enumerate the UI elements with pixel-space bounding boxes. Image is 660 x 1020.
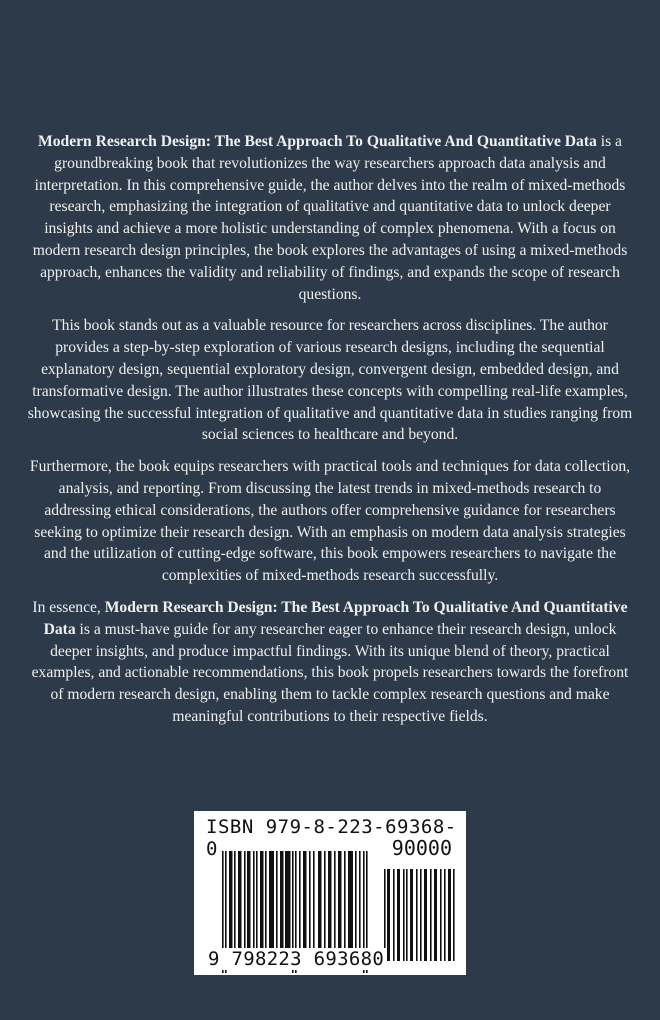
book-title-bold: Modern Research Design: The Best Approach To Qualitative And Quantitative Data [38,133,597,150]
blurb-paragraph-4: In essence, Modern Research Design: The Best Approach To Qualitative And Quantitative Data is a must-have guide for any researcher eager to enhance their research design, unlock deeper insights, and produce impactful findings. With its unique blend of theory, practical examples, and actionable recommendations, this book propels researchers towards the forefront of modern research design, enabling them to tackle complex research questions and make meaningful contributions to their respective fields. [31,598,629,725]
addon-price-code: 90000 [391,836,452,860]
blurb-paragraph-3: Furthermore, the book equips researchers with practical tools and techniques for data collection, analysis, and reporting. From discussing the latest trends in mixed-methods research to addressing ethical considerations, the authors offer comprehensive guidance for researchers seeking to optimize their research design. With an emphasis on modern data analysis strategies and the utilization of cutting-edge software, this book empowers researchers to navigate the complexities of mixed-methods research successfully. [29,458,631,585]
book-title-bold: Modern Research Design: The Best Approach To Qualitative And Quantitative Data [43,598,628,638]
blurb-paragraph-2: This book stands out as a valuable resource for researchers across disciplines. The author provides a step-by-step exploration of various research designs, including the sequential explanatory design, sequential exploratory design, convergent design, embedded design, and transformative design. The author illustrates these concepts with compelling real-life examples, showcasing the successful integration of qualitative and quantitative data in studies ranging from social sciences to healthcare and beyond. [27,317,633,444]
blurb-paragraph-1: Modern Research Design: The Best Approach To Qualitative And Quantitative Data is a groundbreaking book that revolutionizes the way researchers approach data analysis and interpretation. In this comprehensive guide, the author delves into the realm of mixed-methods research, emphasizing the integration of qualitative and quantitative data to unlock deeper insights and achieve a more holistic understanding of complex phenomena. With a focus on modern research design principles, the book explores the advantages of using a mixed-methods approach, enhances the validity and reliability of findings, and expands the scope of research questions. [32,133,628,303]
addon-barcode-bars [384,869,456,961]
isbn-barcode [194,811,466,975]
isbn-label: ISBN 979-8-223-69368-0 [206,816,457,860]
back-cover-blurb [26,131,634,738]
ean-number: 9 798223 693680 [208,948,385,970]
